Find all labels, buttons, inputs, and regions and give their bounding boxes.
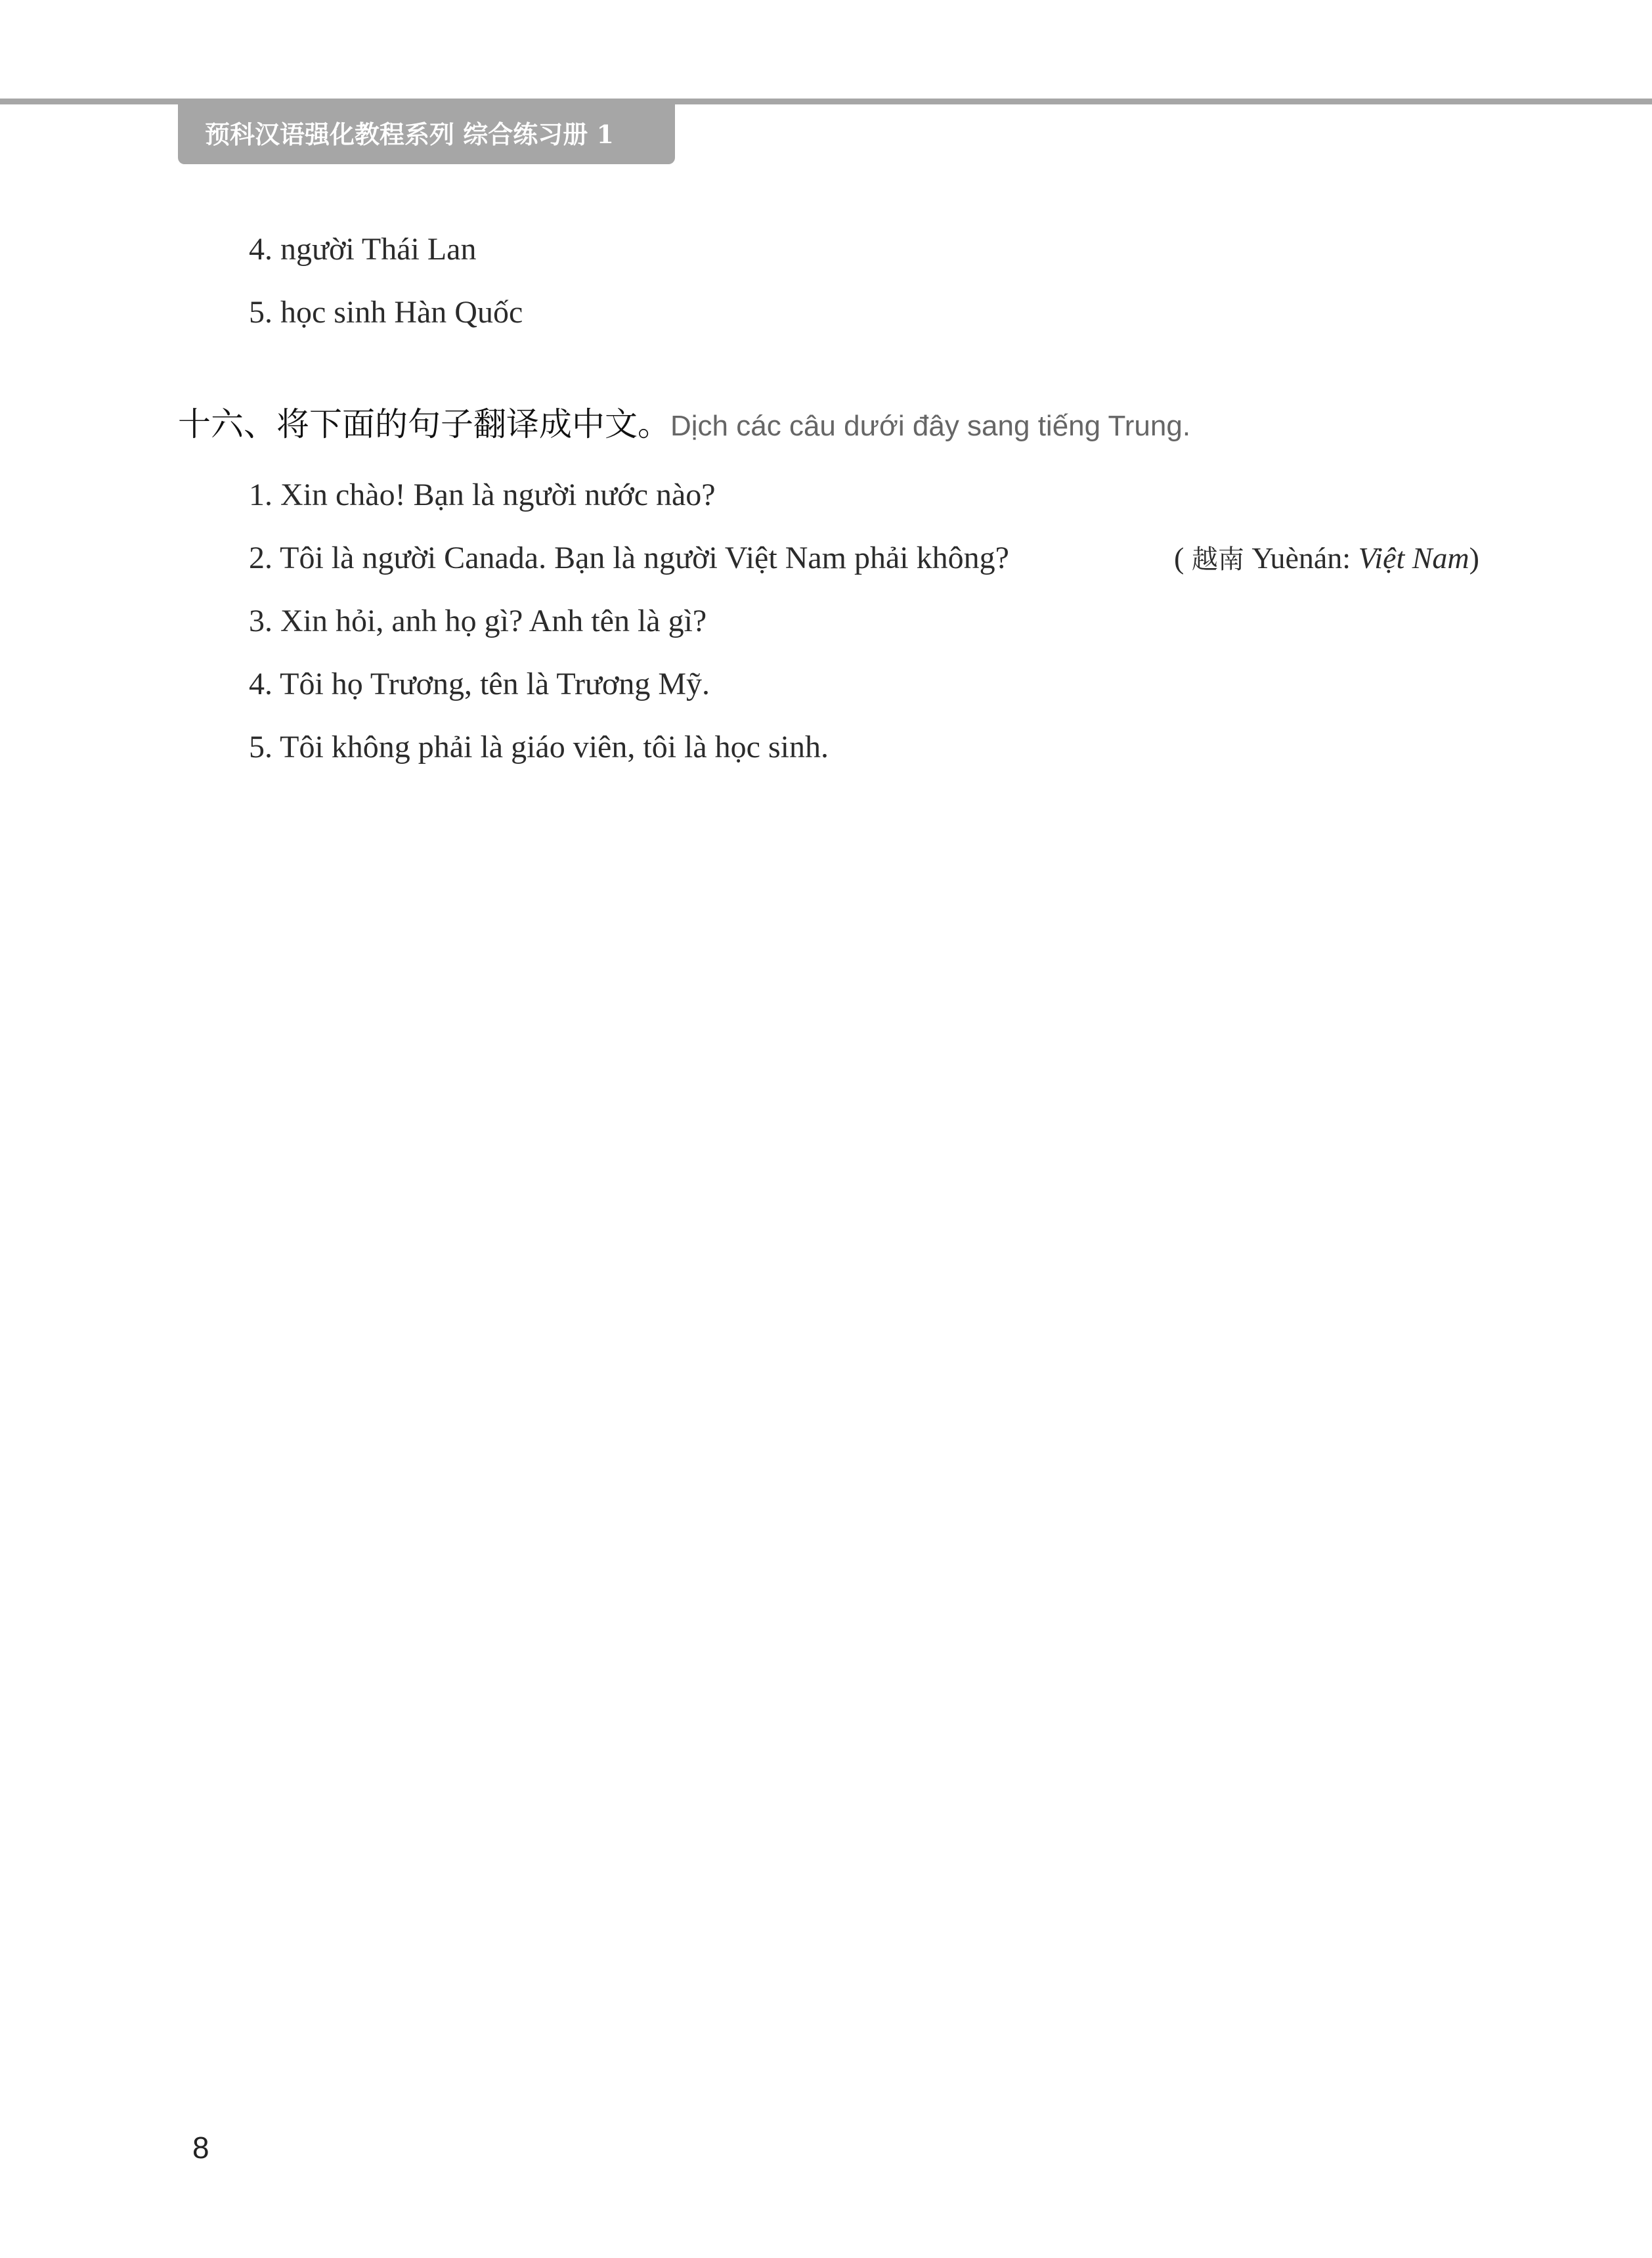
sentence-text: Tôi là người Canada. Bạn là người Việt Nam phải không? bbox=[280, 541, 1009, 575]
item-number: 3. bbox=[249, 604, 272, 638]
list-item bbox=[249, 230, 476, 269]
section-heading-chinese: 十六、将下面的句子翻译成中文。 bbox=[178, 405, 670, 443]
sentence-item bbox=[249, 539, 1009, 578]
item-number: 5. bbox=[249, 295, 272, 330]
section-heading bbox=[178, 403, 1190, 447]
item-text: người Thái Lan bbox=[280, 232, 477, 267]
note-close-paren: ) bbox=[1469, 541, 1479, 575]
sentence-text: Xin hỏi, anh họ gì? Anh tên là gì? bbox=[280, 604, 707, 638]
sentence-text: Tôi không phải là giáo viên, tôi là học sinh. bbox=[280, 730, 829, 764]
note-vietnamese: Việt Nam bbox=[1358, 541, 1469, 575]
note-chinese: 越南 bbox=[1191, 544, 1244, 575]
vocabulary-note bbox=[1174, 539, 1479, 579]
sentence-text: Xin chào! Bạn là người nước nào? bbox=[280, 477, 716, 512]
page-number: 8 bbox=[192, 2131, 209, 2165]
header-rule bbox=[0, 99, 1652, 104]
note-pinyin: Yuènán: bbox=[1251, 541, 1351, 575]
item-text: học sinh Hàn Quốc bbox=[280, 295, 523, 330]
item-number: 2. bbox=[249, 541, 272, 575]
sentence-item bbox=[249, 476, 716, 515]
item-number: 5. bbox=[249, 730, 272, 764]
item-number: 4. bbox=[249, 667, 272, 701]
sentence-text: Tôi họ Trương, tên là Trương Mỹ. bbox=[280, 667, 710, 701]
sentence-item bbox=[249, 602, 706, 641]
sentence-item bbox=[249, 665, 710, 704]
running-header: 预科汉语强化教程系列 综合练习册 1 bbox=[178, 104, 675, 164]
list-item bbox=[249, 293, 523, 332]
item-number: 4. bbox=[249, 232, 272, 267]
sentence-item bbox=[249, 728, 829, 767]
section-heading-vietnamese: Dịch các câu dưới đây sang tiếng Trung. bbox=[670, 410, 1191, 442]
item-number: 1. bbox=[249, 477, 272, 512]
note-open-paren: ( bbox=[1174, 541, 1185, 575]
